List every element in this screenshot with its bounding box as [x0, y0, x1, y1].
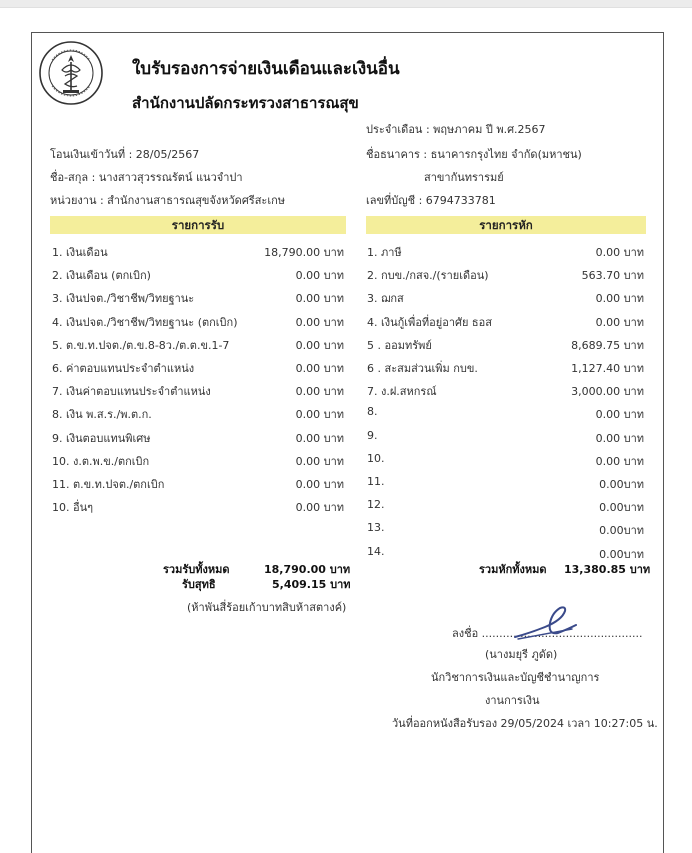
income-item-amount: 0.00 บาท: [295, 385, 344, 399]
income-row: [52, 289, 344, 305]
deduction-row: [367, 313, 644, 329]
income-item-label: 8. เงิน พ.ส.ร./พ.ต.ก.: [52, 408, 152, 422]
deduction-item-amount: 8,689.75 บาท: [571, 338, 644, 352]
income-row: [52, 266, 344, 282]
income-row: [52, 498, 344, 514]
net-pay-amount: 5,409.15 บาท: [272, 578, 351, 591]
income-row: [52, 313, 344, 329]
deduction-row: [367, 521, 644, 537]
bank-name: ชื่อธนาคาร : ธนาคารกรุงไทย จำกัด(มหาชน): [366, 148, 582, 161]
income-heading: รายการรับ: [50, 216, 346, 234]
income-total-amount: 18,790.00 บาท: [264, 563, 351, 576]
deduction-item-amount: 0.00 บาท: [595, 246, 644, 259]
deduction-row: [367, 243, 644, 259]
deduction-row: [367, 498, 644, 514]
deduction-item-amount: 563.70 บาท: [581, 269, 644, 283]
income-item-label: 5. ต.ข.ท.ปจต./ต.ข.8-8ว./ต.ต.ข.1-7: [52, 338, 230, 352]
payslip-document: [31, 32, 664, 853]
deduction-item-amount: 0.00บาท: [599, 524, 644, 538]
deduction-item-label: 7. ง.ฝ.สหกรณ์: [367, 385, 437, 399]
income-row: [52, 359, 344, 375]
income-item-amount: 0.00 บาท: [295, 408, 344, 422]
income-item-label: 10. ง.ต.พ.ข./ตกเบิก: [52, 454, 150, 468]
handwritten-signature: [510, 605, 580, 645]
income-item-label: 6. ค่าตอบแทนประจำตำแหน่ง: [52, 362, 195, 375]
deduction-total-amount: 13,380.85 บาท: [564, 563, 651, 576]
ministry-seal-icon: [38, 40, 104, 106]
income-item-label: 9. เงินตอบแทนพิเศษ: [52, 431, 151, 445]
deduction-item-amount: 0.00 บาท: [595, 292, 644, 306]
deduction-item-amount: 3,000.00 บาท: [571, 385, 644, 399]
income-item-amount: 0.00 บาท: [295, 315, 344, 329]
deduction-total-label: รวมหักทั้งหมด: [479, 563, 547, 576]
income-row: [52, 382, 344, 398]
income-item-label: 11. ต.ข.ท.ปจต./ตกเบิก: [52, 478, 165, 491]
signer-department: งานการเงิน: [485, 694, 540, 707]
income-row: [52, 336, 344, 352]
viewer-top-bar: [0, 0, 692, 8]
deduction-item-label: 2. กบข./กสจ./(รายเดือน): [367, 269, 489, 283]
deduction-row: [367, 452, 644, 468]
deduction-item-amount: 0.00 บาท: [595, 454, 644, 468]
deduction-item-label: 9.: [367, 428, 378, 442]
deduction-row: [367, 359, 644, 375]
deduction-item-label: 6 . สะสมส่วนเพิ่ม กบข.: [367, 362, 478, 375]
issue-timestamp: วันที่ออกหนังสือรับรอง 29/05/2024 เวลา 10:27:05 น.: [392, 717, 658, 730]
net-pay-words: (ห้าพันสี่ร้อยเก้าบาทสิบห้าสตางค์): [187, 601, 347, 614]
deduction-item-amount: 0.00 บาท: [595, 431, 644, 445]
income-item-amount: 0.00 บาท: [295, 478, 344, 491]
income-item-amount: 0.00 บาท: [295, 501, 344, 515]
income-row: [52, 243, 344, 259]
deduction-row: [367, 336, 644, 352]
income-item-amount: 0.00 บาท: [295, 292, 344, 306]
income-row: [52, 452, 344, 468]
deduction-item-label: 8.: [367, 405, 378, 419]
deduction-row: [367, 289, 644, 305]
deduction-item-label: 12.: [367, 498, 385, 512]
signer-name: (นางมยุรี ภูดัด): [485, 648, 558, 661]
deduction-item-label: 14.: [367, 544, 385, 558]
deduction-item-label: 3. ฌกส: [367, 292, 404, 306]
work-unit: หน่วยงาน : สำนักงานสาธารณสุขจังหวัดศรีสะเกษ: [50, 194, 285, 207]
deduction-row: [367, 545, 644, 561]
account-number: เลขที่บัญชี : 6794733781: [366, 194, 496, 207]
deduction-item-label: 13.: [367, 521, 385, 535]
deduction-item-amount: 0.00 บาท: [595, 408, 644, 422]
income-row: [52, 405, 344, 421]
income-item-amount: 0.00 บาท: [295, 431, 344, 445]
deduction-row: [367, 266, 644, 282]
document-title: ใบรับรองการจ่ายเงินเดือนและเงินอื่น: [132, 59, 400, 79]
deduction-item-label: 4. เงินกู้เพื่อที่อยู่อาศัย ธอส: [367, 315, 492, 329]
deduction-item-label: 11.: [367, 475, 385, 488]
income-item-label: 7. เงินค่าตอบแทนประจำตำแหน่ง: [52, 385, 211, 399]
income-item-label: 4. เงินปจต./วิชาชีพ/วิทยฐานะ (ตกเบิก): [52, 315, 238, 329]
deduction-item-label: 1. ภาษี: [367, 246, 402, 259]
income-item-label: 3. เงินปจต./วิชาชีพ/วิทยฐานะ: [52, 292, 195, 306]
document-subtitle: สำนักงานปลัดกระทรวงสาธารณสุข: [132, 94, 359, 112]
signature-line: ลงชื่อ ..............................................: [452, 627, 643, 640]
deduction-row: [367, 382, 644, 398]
deduction-item-amount: 0.00 บาท: [595, 315, 644, 329]
net-pay-label: รับสุทธิ: [182, 578, 216, 591]
employee-name: ชื่อ-สกุล : นางสาวสุวรรณรัตน์ แนวจำปา: [50, 171, 243, 184]
bank-branch: สาขากันทรารมย์: [424, 171, 504, 184]
income-item-label: 1. เงินเดือน: [52, 246, 108, 259]
deduction-heading: รายการหัก: [366, 216, 646, 234]
income-item-label: 2. เงินเดือน (ตกเบิก): [52, 269, 151, 283]
deduction-row: [367, 429, 644, 445]
income-row: [52, 429, 344, 445]
income-item-amount: 0.00 บาท: [295, 269, 344, 283]
deduction-item-amount: 1,127.40 บาท: [571, 362, 644, 375]
deduction-item-amount: 0.00บาท: [599, 478, 644, 491]
deduction-row: [367, 475, 644, 491]
deduction-item-label: 5 . ออมทรัพย์: [367, 338, 432, 352]
income-item-amount: 0.00 บาท: [295, 338, 344, 352]
deduction-item-amount: 0.00บาท: [599, 547, 644, 561]
income-row: [52, 475, 344, 491]
income-total-label: รวมรับทั้งหมด: [163, 563, 230, 576]
income-item-amount: 0.00 บาท: [295, 454, 344, 468]
signer-position: นักวิชาการเงินและบัญชีชำนาญการ: [431, 671, 600, 684]
income-item-label: 10. อื่นๆ: [52, 501, 94, 515]
income-item-amount: 18,790.00 บาท: [264, 246, 344, 259]
transfer-date: โอนเงินเข้าวันที่ : 28/05/2567: [50, 148, 200, 161]
deduction-item-label: 10.: [367, 451, 385, 465]
income-item-amount: 0.00 บาท: [295, 362, 344, 375]
pay-month: ประจำเดือน : พฤษภาคม ปี พ.ศ.2567: [366, 123, 546, 136]
deduction-row: [367, 405, 644, 421]
deduction-item-amount: 0.00บาท: [599, 501, 644, 515]
